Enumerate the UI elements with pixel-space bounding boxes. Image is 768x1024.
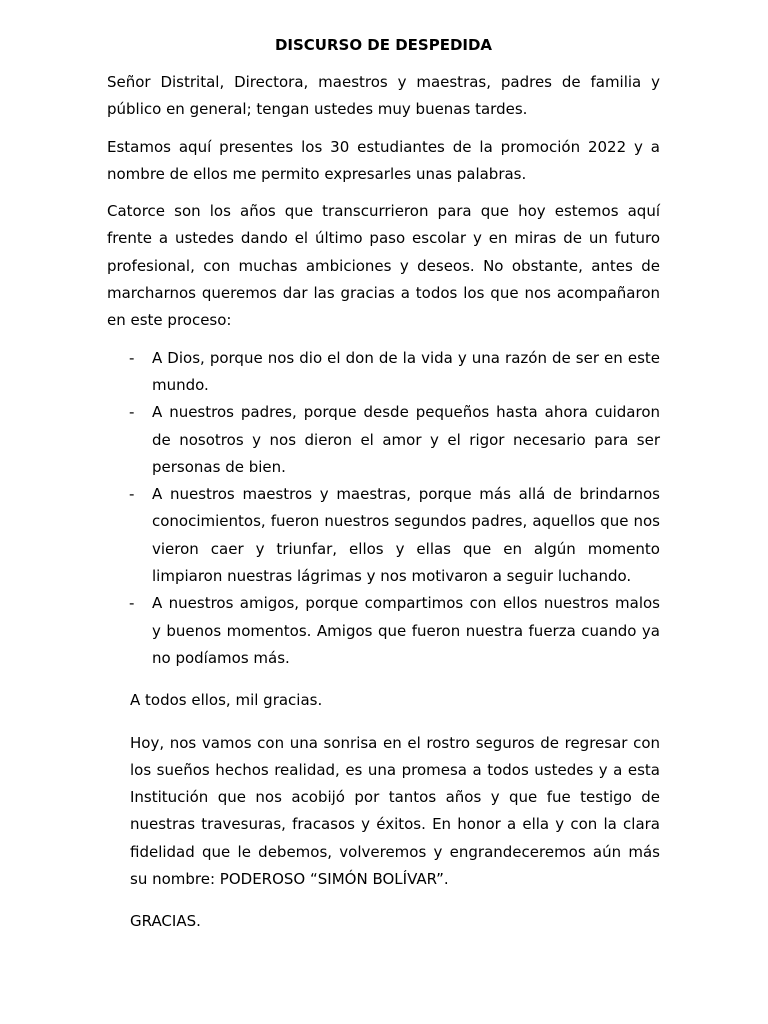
years-paragraph: Catorce son los años que transcurrieron para que hoy estemos aquí frente a ustedes dando el último paso escolar y en miras de un futuro profesional, con muchas ambiciones y deseos. No obstante, antes de marcharnos queremos dar las gracias a todos los que nos acompañaron en este proceso: xyxy=(107,202,660,330)
greeting-paragraph: Señor Distrital, Directora, maestros y maestras, padres de familia y público en general; tengan ustedes muy buenas tardes. xyxy=(107,73,660,119)
document-body xyxy=(107,32,660,946)
final-word: GRACIAS. xyxy=(130,912,201,931)
list-item-text: A nuestros padres, porque desde pequeños hasta ahora cuidaron de nosotros y nos dieron el amor y el rigor necesario para ser personas de bien. xyxy=(152,403,660,476)
document-title: DISCURSO DE DESPEDIDA xyxy=(274,36,493,54)
list-item xyxy=(107,399,660,481)
list-item xyxy=(107,345,660,400)
thanks-list xyxy=(107,345,660,673)
list-item-text: A nuestros amigos, porque compartimos con ellos nuestros malos y buenos momentos. Amigos que fueron nuestra fuerza cuando ya no podíamos más. xyxy=(152,594,660,667)
list-item-text: A Dios, porque nos dio el don de la vida y una razón de ser en este mundo. xyxy=(152,348,660,394)
list-bullet: - xyxy=(129,348,135,367)
list-item xyxy=(107,481,660,590)
closing-paragraph: Hoy, nos vamos con una sonrisa en el rostro seguros de regresar con los sueños hechos realidad, es una promesa a todos ustedes y a esta Institución que nos acobijó por tantos años y que fue testigo de nuestras travesuras, fracasos y éxitos. En honor a ella y con la clara fidelidad que le debemos, volveremos y engrandeceremos aún más su nombre: PODEROSO “SIMÓN BOLÍVAR”. xyxy=(130,733,660,889)
list-bullet: - xyxy=(129,485,135,504)
list-bullet: - xyxy=(129,403,135,422)
list-item-text: A nuestros maestros y maestras, porque más allá de brindarnos conocimientos, fueron nuestros segundos padres, aquellos que nos vieron caer y triunfar, ellos y ellas que en algún momento limpiaron nuestras lágrimas y nos motivaron a seguir luchando. xyxy=(152,485,660,586)
thanks-line: A todos ellos, mil gracias. xyxy=(130,691,323,710)
list-bullet: - xyxy=(129,594,135,613)
intro-paragraph: Estamos aquí presentes los 30 estudiantes de la promoción 2022 y a nombre de ellos me permito expresarles unas palabras. xyxy=(107,137,660,183)
list-item xyxy=(107,590,660,672)
